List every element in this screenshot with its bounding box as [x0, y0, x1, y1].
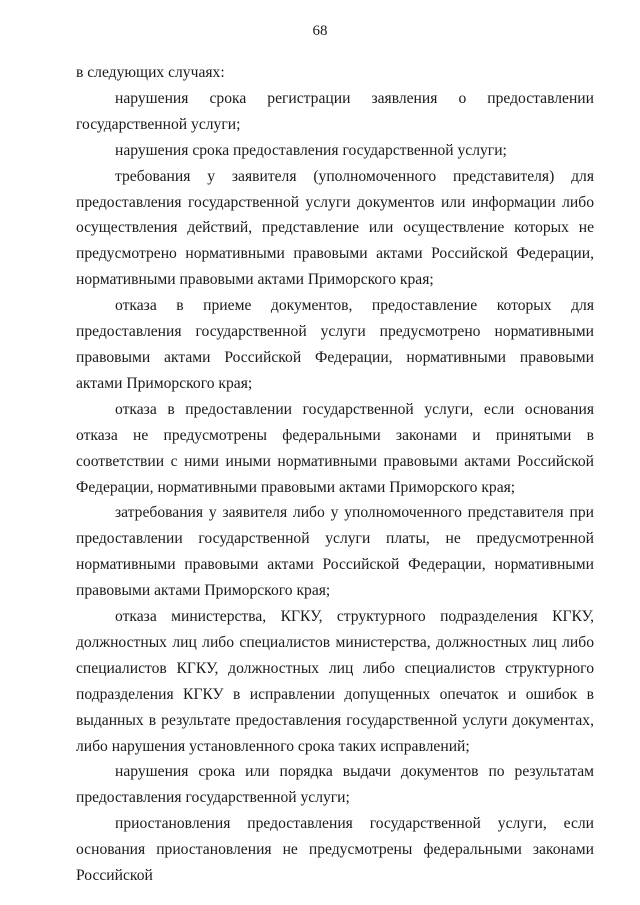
paragraph-issuance-violation: нарушения срока или порядка выдачи документов по результатам предоставления государственной услуги; [76, 763, 594, 807]
paragraph-registration-deadline: нарушения срока регистрации заявления о предоставлении государственной услуги; [76, 89, 594, 133]
document-body [76, 60, 594, 889]
paragraph-correction-refusal: отказа министерства, КГКУ, структурного подразделения КГКУ, должностных лиц либо специалистов министерства, должностных лиц либо специалистов КГКУ, должностных лиц либо специалистов структурного подразделения КГКУ в исправлении допущенных опечаток и ошибок в выданных в результате предоставления государственной услуги документах, либо нарушения установленного срока таких исправлений; [76, 608, 594, 755]
paragraph-service-deadline: нарушения срока предоставления государственной услуги; [115, 141, 507, 159]
paragraph-refusal-service: отказа в предоставлении государственной услуги, если основания отказа не предусмотрены федеральными законами и принятыми в соответствии с ними иными нормативными правовыми актами Российской Федерации, нормативными правовыми актами Приморского края; [76, 400, 594, 496]
paragraph-refusal-documents: отказа в приеме документов, предоставление которых для предоставления государственной услуги предусмотрено нормативными правовыми актами Российской Федерации, нормативными правовыми актами Приморского края; [76, 297, 594, 392]
paragraph-intro: в следующих случаях: [76, 64, 225, 81]
page-number: 68 [312, 23, 328, 39]
paragraph-fee-demand: затребования у заявителя либо у уполномоченного представителя при предоставлении государственной услуги платы, не предусмотренной нормативными правовыми актами Российской Федерации, нормативными правовыми актами Приморского края; [76, 504, 594, 600]
paragraph-suspension: приостановления предоставления государственной услуги, если основания приостановления не предусмотрены федеральными законами Российской [76, 815, 594, 885]
paragraph-document-requirements: требования у заявителя (уполномоченного представителя) для предоставления государственной услуги документов или информации либо осуществления действий, представление или осуществление которых не предусмотрено нормативными правовыми актами Российской Федерации, нормативными правовыми актами Приморского края; [76, 167, 594, 289]
